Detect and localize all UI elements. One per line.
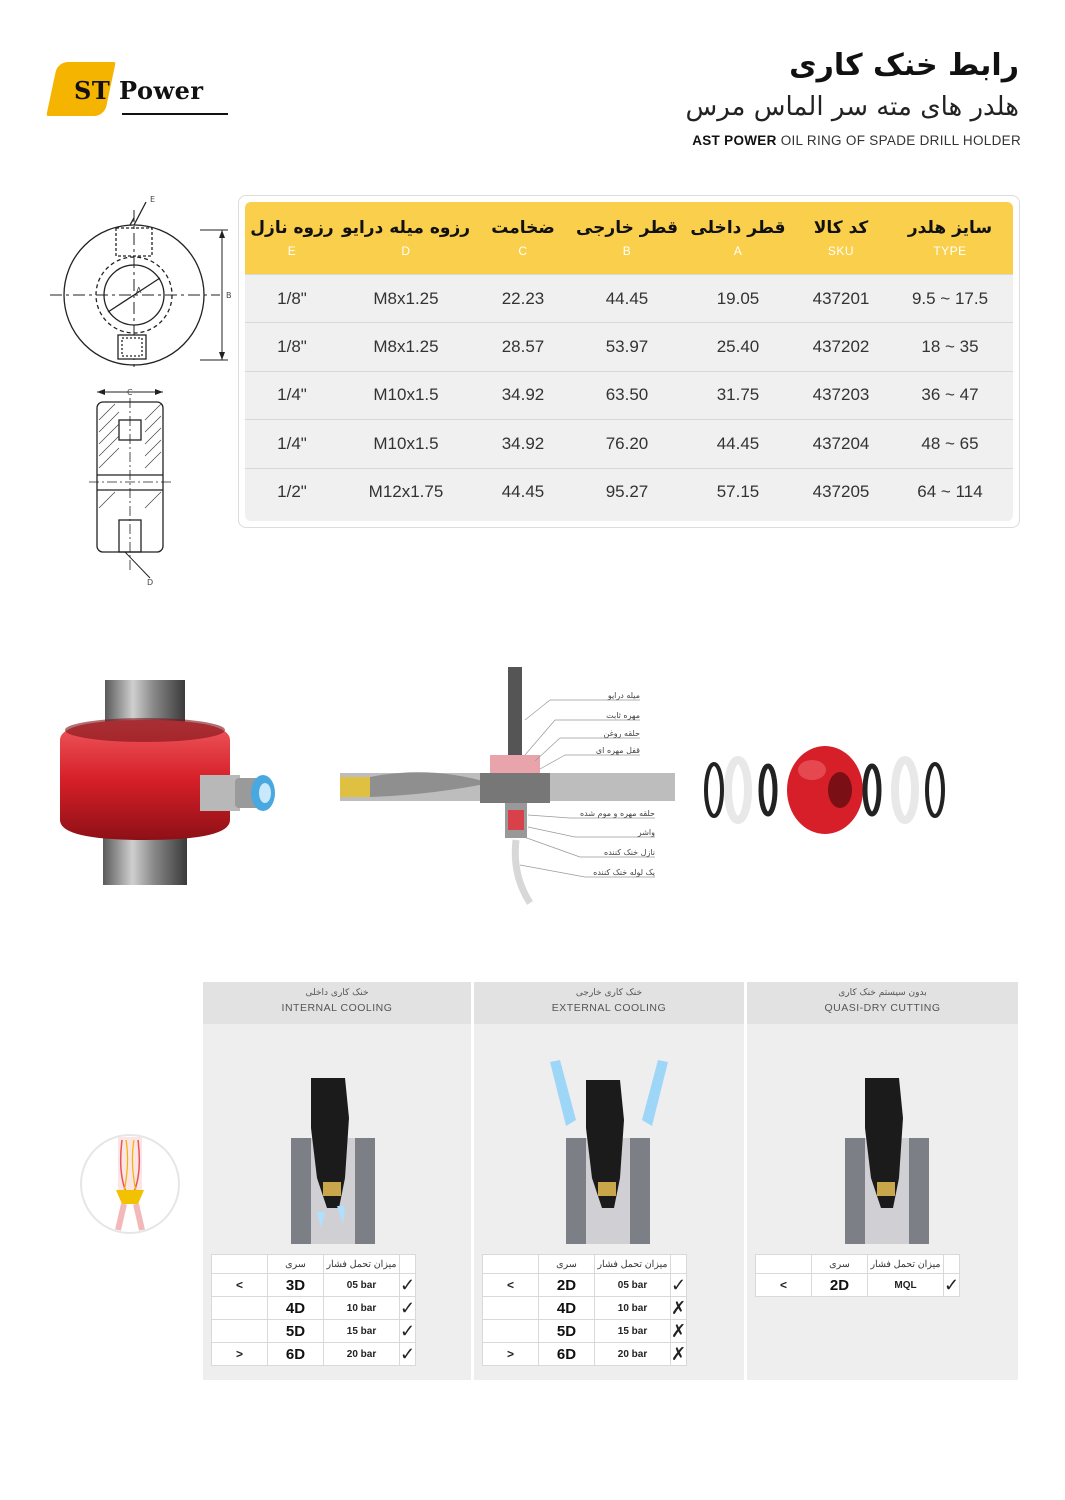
panel-header — [747, 982, 1018, 1024]
table-row — [483, 1343, 687, 1366]
row-pressure: 20 bar — [324, 1343, 400, 1366]
row-series: 2D — [812, 1274, 868, 1297]
panel-header — [203, 982, 471, 1024]
assembly-diagram — [340, 665, 680, 905]
cross-icon: ✗ — [671, 1343, 687, 1364]
check-icon: ✓ — [400, 1297, 416, 1318]
dim-label-d: D — [147, 578, 154, 587]
cell-inner-diameter: 19.05 — [716, 288, 760, 308]
pressure-table — [755, 1254, 960, 1297]
row-series: 6D — [539, 1343, 595, 1366]
row-series: 2D — [539, 1274, 595, 1297]
check-icon: ✓ — [400, 1274, 416, 1295]
row-arrow — [483, 1320, 539, 1343]
col-header-thickness — [473, 202, 573, 274]
cell-thickness: 34.92 — [501, 385, 545, 405]
row-pressure: 10 bar — [595, 1297, 671, 1320]
row-series: 5D — [268, 1320, 324, 1343]
table-row — [245, 419, 1013, 467]
cell-nozzle-thread: 1/8" — [277, 337, 307, 357]
cross-icon: ✗ — [671, 1297, 687, 1318]
exploded-parts-photo — [700, 740, 950, 840]
cell-sku: 437203 — [812, 385, 870, 405]
col-header-drive-thread — [339, 202, 473, 274]
col-header-fa: قطر خارجی — [575, 218, 679, 238]
cell-outer-diameter: 95.27 — [605, 482, 649, 502]
cell-outer-diameter: 76.20 — [605, 433, 649, 453]
dry-cutting-drill-illustration — [837, 1078, 947, 1244]
external-cooling-drill-illustration — [544, 1060, 674, 1244]
ring-section-view-drawing — [85, 380, 175, 590]
panel-header — [474, 982, 744, 1024]
table-row — [212, 1343, 416, 1366]
cell-holder-size: 9.5 ~ 17.5 — [911, 288, 989, 308]
table-row — [212, 1320, 416, 1343]
page-title-english — [692, 133, 1021, 148]
panel-title-fa: خنک کاری داخلی — [305, 988, 369, 998]
header-series: سری — [812, 1255, 868, 1274]
cell-drive-thread: M10x1.5 — [373, 433, 439, 453]
table-row — [245, 371, 1013, 419]
cell-outer-diameter: 53.97 — [605, 337, 649, 357]
col-header-en: D — [401, 244, 411, 258]
col-header-inner-diameter — [681, 202, 795, 274]
cell-thickness: 22.23 — [501, 288, 545, 308]
panel-internal-cooling — [203, 982, 471, 1380]
cell-holder-size: 48 ~ 65 — [921, 433, 979, 453]
cell-sku: 437205 — [812, 482, 870, 502]
header-pressure: میزان تحمل فشار — [595, 1255, 671, 1274]
col-header-fa: رزوه میله درایو — [341, 218, 471, 238]
row-pressure: 10 bar — [324, 1297, 400, 1320]
cell-thickness: 28.57 — [501, 337, 545, 357]
col-header-en: TYPE — [933, 244, 967, 258]
row-arrow — [483, 1297, 539, 1320]
row-arrow: < — [756, 1274, 812, 1297]
logo-underline — [122, 113, 228, 115]
cell-inner-diameter: 57.15 — [716, 482, 760, 502]
header-pressure: میزان تحمل فشار — [324, 1255, 400, 1274]
table-row — [245, 274, 1013, 322]
cell-nozzle-thread: 1/4" — [277, 433, 307, 453]
check-icon: ✓ — [400, 1320, 416, 1341]
check-icon: ✓ — [944, 1274, 960, 1295]
title-en-rest: OIL RING OF SPADE DRILL HOLDER — [776, 133, 1021, 148]
cell-drive-thread: M10x1.5 — [373, 385, 439, 405]
col-header-en: E — [287, 244, 297, 258]
header-blank — [400, 1255, 416, 1274]
dim-label-c: C — [127, 388, 133, 397]
row-pressure: 15 bar — [595, 1320, 671, 1343]
table-row — [483, 1320, 687, 1343]
panel-external-cooling — [474, 982, 744, 1380]
cell-drive-thread: M8x1.25 — [373, 337, 439, 357]
assembly-label-coolant-nozzle: نازل خنک کننده — [604, 848, 655, 857]
dim-label-b: B — [226, 291, 232, 300]
spec-table-header — [245, 202, 1013, 274]
cell-nozzle-thread: 1/4" — [277, 385, 307, 405]
assembly-label-coolant-tube: یک لوله خنک کننده — [593, 868, 655, 877]
row-arrow: > — [483, 1343, 539, 1366]
header-blank — [483, 1255, 539, 1274]
row-pressure: 15 bar — [324, 1320, 400, 1343]
col-header-en: C — [518, 244, 528, 258]
internal-coolant-flow-icon — [78, 1132, 182, 1236]
cell-thickness: 44.45 — [501, 482, 545, 502]
pressure-table — [211, 1254, 416, 1366]
row-pressure: 05 bar — [595, 1274, 671, 1297]
internal-cooling-drill-illustration — [283, 1078, 393, 1244]
page-title: رابط خنک کاری — [789, 48, 1019, 83]
col-header-en: A — [733, 244, 743, 258]
header-pressure: میزان تحمل فشار — [868, 1255, 944, 1274]
col-header-sku — [795, 202, 887, 274]
pressure-table-header — [212, 1255, 416, 1274]
table-row — [245, 322, 1013, 370]
row-pressure: 05 bar — [324, 1274, 400, 1297]
cell-inner-diameter: 31.75 — [716, 385, 760, 405]
header-blank — [756, 1255, 812, 1274]
row-arrow: < — [212, 1274, 268, 1297]
assembly-label-sealed-ring: حلقه مهره و موم شده — [579, 809, 655, 818]
col-header-fa: قطر داخلی — [690, 218, 786, 238]
ring-front-view-drawing — [50, 190, 240, 370]
cell-outer-diameter: 63.50 — [605, 385, 649, 405]
pressure-table-header — [756, 1255, 960, 1274]
row-pressure: 20 bar — [595, 1343, 671, 1366]
spec-table — [238, 195, 1020, 528]
cell-nozzle-thread: 1/8" — [277, 288, 307, 308]
col-header-en: SKU — [827, 244, 855, 258]
page-subtitle: هلدر های مته سر الماس مرس — [685, 92, 1019, 122]
pressure-table-header — [483, 1255, 687, 1274]
cell-sku: 437204 — [812, 433, 870, 453]
header-blank — [944, 1255, 960, 1274]
panel-title-fa: بدون سیستم خنک کاری — [838, 988, 927, 998]
panel-title-en: QUASI-DRY CUTTING — [824, 1002, 941, 1014]
table-row — [212, 1297, 416, 1320]
cell-inner-diameter: 44.45 — [716, 433, 760, 453]
cross-icon: ✗ — [671, 1320, 687, 1341]
row-series: 4D — [268, 1297, 324, 1320]
col-header-fa: کد کالا — [813, 218, 869, 238]
assembly-label-oil-ring: حلقه روغن — [603, 729, 640, 738]
col-header-en: B — [622, 244, 632, 258]
cell-holder-size: 64 ~ 114 — [917, 482, 983, 502]
row-series: 5D — [539, 1320, 595, 1343]
pressure-table — [482, 1254, 687, 1366]
assembly-label-fixed-nut: مهره ثابت — [606, 711, 640, 720]
row-arrow — [212, 1297, 268, 1320]
table-row — [483, 1274, 687, 1297]
col-header-fa: سایز هلدر — [907, 218, 993, 238]
col-header-outer-diameter — [573, 202, 681, 274]
panel-title-en: INTERNAL COOLING — [281, 1002, 393, 1014]
spec-table-body — [245, 202, 1013, 521]
row-arrow: > — [212, 1343, 268, 1366]
cell-inner-diameter: 25.40 — [716, 337, 760, 357]
row-pressure: MQL — [868, 1274, 944, 1297]
header-blank — [212, 1255, 268, 1274]
col-header-nozzle-thread — [245, 202, 339, 274]
cell-drive-thread: M12x1.75 — [368, 482, 444, 502]
assembly-label-drive-rod: میله درایو — [607, 691, 640, 700]
panel-quasi-dry-cutting — [747, 982, 1018, 1380]
row-series: 4D — [539, 1297, 595, 1320]
cell-drive-thread: M8x1.25 — [373, 288, 439, 308]
row-series: 3D — [268, 1274, 324, 1297]
cell-sku: 437202 — [812, 337, 870, 357]
col-header-fa: رزوه نازل — [250, 218, 334, 238]
brand-logo — [52, 58, 232, 120]
logo-text: ST Power — [74, 76, 204, 105]
check-icon: ✓ — [400, 1343, 416, 1364]
table-row — [483, 1297, 687, 1320]
panel-title-fa: خنک کاری خارجی — [575, 988, 643, 998]
panel-title-en: EXTERNAL COOLING — [551, 1002, 667, 1014]
check-icon: ✓ — [671, 1274, 687, 1295]
assembly-label-washer: واشر — [637, 828, 655, 837]
table-row — [212, 1274, 416, 1297]
row-series: 6D — [268, 1343, 324, 1366]
cell-holder-size: 18 ~ 35 — [921, 337, 979, 357]
header-blank — [671, 1255, 687, 1274]
cell-outer-diameter: 44.45 — [605, 288, 649, 308]
row-arrow: < — [483, 1274, 539, 1297]
cell-holder-size: 36 ~ 47 — [921, 385, 979, 405]
header-series: سری — [539, 1255, 595, 1274]
row-arrow — [212, 1320, 268, 1343]
dim-label-a: A — [136, 286, 142, 295]
col-header-holder-size — [887, 202, 1013, 274]
cell-nozzle-thread: 1/2" — [277, 482, 307, 502]
assembly-label-lock-nut: قفل مهره ای — [595, 746, 640, 755]
cell-thickness: 34.92 — [501, 433, 545, 453]
cell-sku: 437201 — [812, 288, 870, 308]
table-row — [245, 468, 1013, 516]
red-oil-ring-photo — [55, 680, 285, 885]
title-en-brand: AST POWER — [692, 133, 777, 148]
header-series: سری — [268, 1255, 324, 1274]
table-row — [756, 1274, 960, 1297]
dim-label-e: E — [150, 195, 156, 204]
col-header-fa: ضخامت — [491, 218, 555, 238]
